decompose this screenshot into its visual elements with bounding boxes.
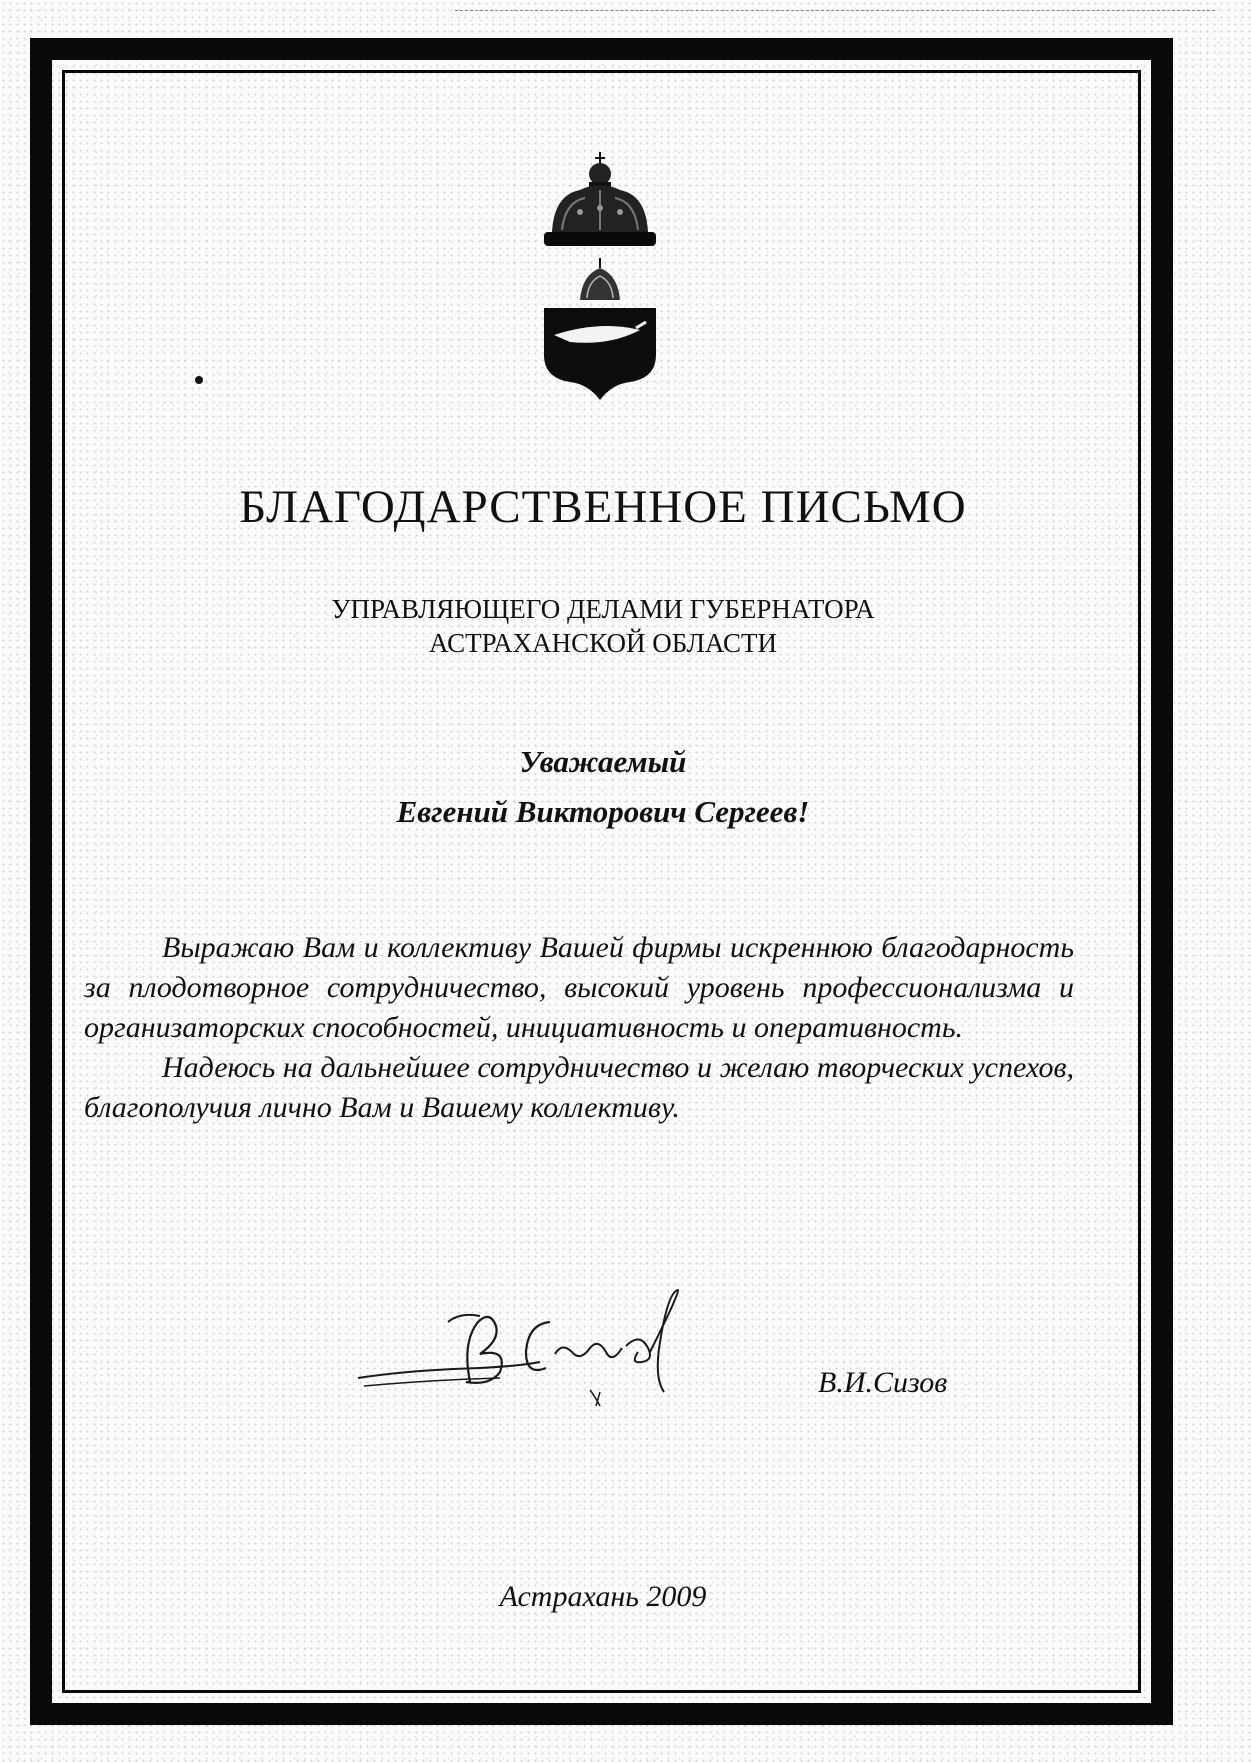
- letter-body: [84, 928, 1074, 1128]
- recipient-name: Евгений Викторович Сергеев!: [396, 794, 810, 829]
- subtitle-line-2: АСТРАХАНСКОЙ ОБЛАСТИ: [428, 628, 778, 658]
- handwritten-signature: [350, 1282, 730, 1422]
- letter-subtitle: [0, 592, 1206, 660]
- body-paragraph-1: Выражаю Вам и коллективу Вашей фирмы искреннюю благодарность за плодотворное сотрудничество, высокий уровень профессионализма и организаторских способностей, инициативность и оперативность.: [84, 931, 1074, 1044]
- signer-name: В.И.Сизов: [818, 1366, 948, 1399]
- letter-title: БЛАГОДАРСТВЕННОЕ ПИСЬМО: [239, 481, 967, 533]
- salutation: Уважаемый: [519, 744, 687, 779]
- top-divider: [455, 10, 1215, 11]
- place-and-date: Астрахань 2009: [499, 1580, 707, 1613]
- ink-spot: [195, 376, 203, 384]
- subtitle-line-1: УПРАВЛЯЮЩЕГО ДЕЛАМИ ГУБЕРНАТОРА: [331, 594, 875, 624]
- astrakhan-coat-of-arms-icon: [540, 150, 660, 420]
- body-paragraph-2: Надеюсь на дальнейшее сотрудничество и желаю творческих успехов, благополучия лично Вам и Вашему коллективу.: [84, 1051, 1074, 1124]
- greeting: [0, 737, 1206, 837]
